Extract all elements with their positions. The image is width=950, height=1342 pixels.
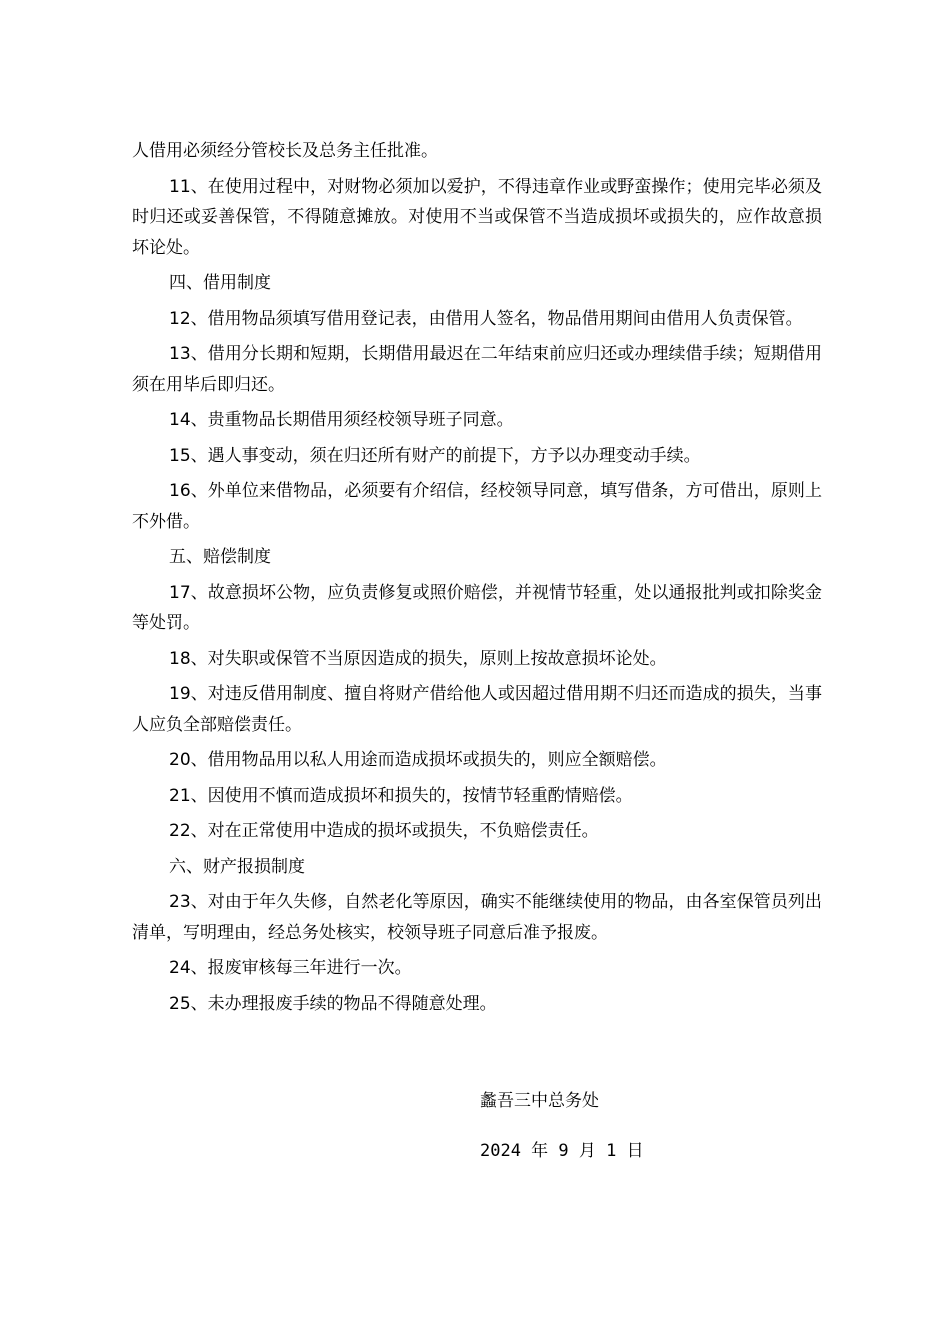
paragraph: 14、贵重物品长期借用须经校领导班子同意。 — [169, 410, 514, 430]
paragraph: 20、借用物品用以私人用途而造成损坏或损失的，则应全额赔偿。 — [169, 750, 667, 770]
paragraph: 16、外单位来借物品，必须要有介绍信，经校领导同意，填写借条，方可借出，原则上不外借。 — [132, 481, 822, 532]
paragraph: 人借用必须经分管校长及总务主任批准。 — [132, 141, 438, 161]
paragraph: 15、遇人事变动，须在归还所有财产的前提下，方予以办理变动手续。 — [169, 445, 701, 466]
document-body — [132, 136, 822, 1024]
paragraph: 24、报废审核每三年进行一次。 — [169, 958, 412, 978]
signature-organization: 蠡吾三中总务处 — [480, 1091, 599, 1111]
paragraph: 17、故意损坏公物，应负责修复或照价赔偿，并视情节轻重，处以通报批判或扣除奖金等处罚。 — [132, 582, 822, 633]
signature-date: 2024 年 9 月 1 日 — [480, 1141, 644, 1161]
section-heading: 五、赔偿制度 — [169, 547, 271, 567]
paragraph: 11、在使用过程中，对财物必须加以爱护，不得违章作业或野蛮操作；使用完毕必须及时归还或妥善保管，不得随意摊放。对使用不当或保管不当造成损坏或损失的，应作故意损坏论处。 — [132, 176, 822, 258]
paragraph: 21、因使用不慎而造成损坏和损失的，按情节轻重酌情赔偿。 — [169, 785, 633, 806]
paragraph: 22、对在正常使用中造成的损坏或损失，不负赔偿责任。 — [169, 821, 599, 841]
paragraph: 13、借用分长期和短期，长期借用最迟在二年结束前应归还或办理续借手续；短期借用须在用毕后即归还。 — [132, 344, 822, 395]
paragraph: 12、借用物品须填写借用登记表，由借用人签名，物品借用期间由借用人负责保管。 — [169, 308, 803, 329]
paragraph: 23、对由于年久失修，自然老化等原因，确实不能继续使用的物品，由各室保管员列出清单，写明理由，经总务处核实，校领导班子同意后准予报废。 — [132, 892, 822, 943]
paragraph: 19、对违反借用制度、擅自将财产借给他人或因超过借用期不归还而造成的损失，当事人应负全部赔偿责任。 — [132, 684, 822, 735]
section-heading: 六、财产报损制度 — [169, 856, 305, 877]
paragraph: 25、未办理报废手续的物品不得随意处理。 — [169, 993, 497, 1014]
section-heading: 四、借用制度 — [169, 273, 271, 293]
paragraph: 18、对失职或保管不当原因造成的损失，原则上按故意损坏论处。 — [169, 648, 667, 669]
